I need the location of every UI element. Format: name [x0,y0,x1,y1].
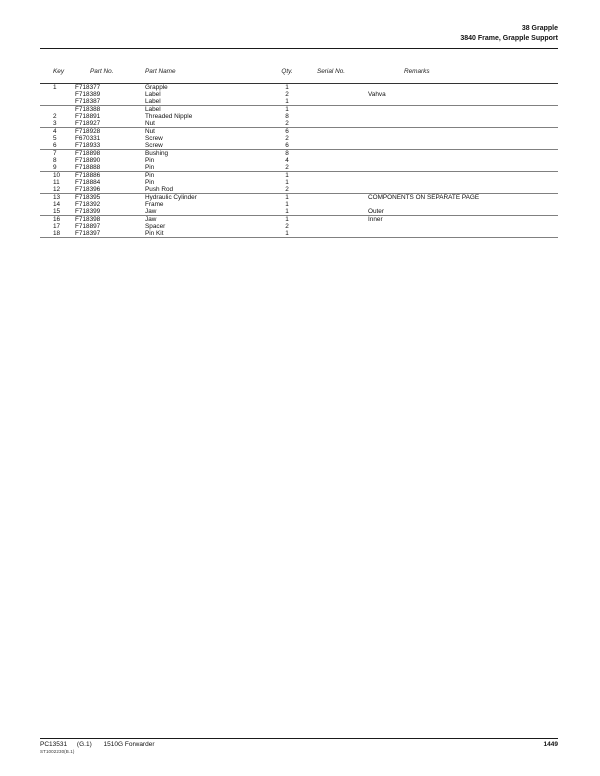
cell-part-no: F718392 [75,201,101,208]
cell-part-name: Bushing [145,150,169,157]
cell-serial-no [296,106,366,113]
cell-qty: 1 [285,172,289,179]
table-row [40,194,558,201]
cell-part-name: Label [145,98,161,105]
cell-serial-no [296,113,366,120]
cell-part-no: F718927 [75,120,101,127]
cell-qty: 1 [285,98,289,105]
cell-key: 10 [53,172,61,179]
footer-rule [40,738,558,739]
cell-key: 12 [53,186,61,193]
doc-revision: (G.1) [76,741,92,748]
cell-key: 9 [53,164,57,171]
cell-part-no: F718886 [75,172,101,179]
cell-serial-no [296,208,366,215]
cell-remarks [366,157,558,164]
cell-part-name: Nut [145,120,155,127]
cell-qty: 1 [285,208,289,215]
cell-serial-no [296,91,366,98]
cell-part-no: F718928 [75,128,101,135]
cell-part-no: F718891 [75,113,101,120]
cell-key: 17 [53,223,61,230]
cell-key: 2 [53,113,57,120]
cell-part-name: Pin Kit [145,230,164,237]
table-row [40,106,558,113]
footer-doc-line [40,740,558,749]
cell-remarks [366,128,558,135]
cell-serial-no [296,84,366,91]
table-row [40,113,558,120]
cell-serial-no [296,172,366,179]
cell-key: 15 [53,208,61,215]
table-row [40,150,558,157]
cell-remarks [366,106,558,113]
cell-key: 11 [53,179,60,186]
cell-part-no: F718395 [75,194,101,201]
cell-remarks [366,186,558,193]
doc-number: PC13531 [40,741,68,748]
table-row [40,98,558,105]
cell-qty: 1 [285,84,289,91]
cell-serial-no [296,142,366,149]
cell-part-no: F718377 [75,84,101,91]
cell-part-name: Label [145,106,161,113]
column-header-qty: Qty. [281,68,293,75]
column-header-part-name: Part Name [145,68,176,75]
header-rule [40,48,558,49]
cell-part-name: Spacer [145,223,166,230]
cell-part-name: Push Rod [145,186,174,193]
cell-serial-no [296,230,366,237]
cell-part-name: Jaw [145,208,157,215]
section-title: 38 Grapple [521,25,558,32]
cell-remarks [366,172,558,179]
table-body [40,84,558,238]
cell-key: 7 [53,150,57,157]
column-header-remarks: Remarks [404,68,430,75]
cell-key: 1 [53,84,57,91]
column-header-serial-no: Serial No. [316,68,346,75]
cell-remarks [366,150,558,157]
cell-key: 5 [53,135,57,142]
cell-remarks: Outer [368,208,384,215]
cell-qty: 2 [285,91,289,98]
cell-remarks [366,201,558,208]
cell-key: 13 [53,194,61,201]
column-header-key: Key [53,68,65,75]
page-footer [40,740,558,755]
table-row [40,91,558,98]
table-row [40,128,558,135]
table-row [40,230,558,237]
table-group [40,84,558,106]
cell-remarks [366,135,558,142]
table-group [40,150,558,172]
table-row [40,157,558,164]
table-row [40,179,558,186]
cell-remarks [366,179,558,186]
cell-qty: 2 [285,186,289,193]
cell-key: 3 [53,120,57,127]
cell-qty: 6 [285,142,289,149]
cell-part-no: F718399 [75,208,101,215]
table-row [40,208,558,215]
subsection-title: 3840 Frame, Grapple Support [460,35,558,42]
page-number: 1449 [543,741,558,748]
cell-remarks [366,223,558,230]
cell-part-name: Pin [145,164,155,171]
cell-qty: 1 [285,106,289,113]
cell-part-name: Threaded Nipple [145,113,193,120]
cell-part-no: F718387 [75,98,101,105]
cell-qty: 8 [285,150,289,157]
cell-remarks [366,113,558,120]
cell-key [40,98,75,105]
table-row [40,186,558,193]
cell-part-no: F718888 [75,164,101,171]
table-group [40,172,558,194]
cell-part-name: Screw [145,142,163,149]
cell-qty: 6 [285,128,289,135]
cell-remarks: Inner [368,216,383,223]
table-row [40,135,558,142]
cell-key [40,91,75,98]
table-group [40,128,558,150]
cell-part-no: F718890 [75,157,101,164]
cell-serial-no [296,135,366,142]
cell-part-name: Pin [145,172,155,179]
table-group [40,216,558,238]
cell-serial-no [296,223,366,230]
cell-serial-no [296,194,366,201]
cell-serial-no [296,201,366,208]
cell-part-no: F718898 [75,150,101,157]
column-header-part-no: Part No. [90,68,114,75]
table-header-row [40,68,558,84]
cell-part-name: Jaw [145,216,157,223]
cell-remarks [366,142,558,149]
cell-key: 8 [53,157,57,164]
cell-serial-no [296,150,366,157]
cell-part-name: Pin [145,157,155,164]
cell-part-name: Grapple [145,84,168,91]
cell-part-no: F670331 [75,135,101,142]
cell-remarks: COMPONENTS ON SEPARATE PAGE [368,194,480,201]
cell-serial-no [296,186,366,193]
cell-serial-no [296,128,366,135]
table-row [40,223,558,230]
cell-remarks [366,164,558,171]
table-row [40,84,558,91]
cell-serial-no [296,120,366,127]
cell-serial-no [296,216,366,223]
table-row [40,172,558,179]
cell-remarks [366,84,558,91]
cell-key: 18 [53,230,61,237]
cell-key: 16 [53,216,61,223]
cell-part-name: Frame [145,201,164,208]
cell-remarks [366,98,558,105]
table-row [40,120,558,127]
cell-qty: 2 [285,164,289,171]
table-row [40,164,558,171]
model-name: 1510G Forwarder [103,741,155,748]
cell-serial-no [296,179,366,186]
cell-qty: 1 [285,216,289,223]
cell-qty: 1 [285,179,289,186]
cell-remarks [366,230,558,237]
cell-part-name: Hydraulic Cylinder [145,194,197,201]
cell-qty: 1 [285,201,289,208]
cell-key: 4 [53,128,57,135]
st-code: ST1002230(B.1) [40,749,75,754]
table-row [40,201,558,208]
cell-qty: 4 [285,157,289,164]
cell-part-no: F718397 [75,230,101,237]
cell-key: 14 [53,201,61,208]
cell-part-no: F718884 [75,179,101,186]
cell-part-no: F718388 [75,106,101,113]
table-row [40,216,558,223]
cell-remarks: Vahva [368,91,386,98]
cell-part-name: Pin [145,179,155,186]
page-header [460,24,558,44]
cell-qty: 2 [285,120,289,127]
parts-table [40,68,558,238]
cell-key [40,106,75,113]
cell-serial-no [296,164,366,171]
cell-part-no: F718897 [75,223,101,230]
cell-part-no: F718396 [75,186,101,193]
cell-qty: 8 [285,113,289,120]
cell-remarks [366,120,558,127]
table-row [40,142,558,149]
cell-key: 6 [53,142,57,149]
cell-qty: 2 [285,223,289,230]
cell-part-name: Nut [145,128,155,135]
table-group [40,106,558,128]
cell-qty: 1 [285,230,289,237]
cell-qty: 1 [285,194,289,201]
cell-part-no: F718389 [75,91,101,98]
cell-part-name: Screw [145,135,163,142]
cell-serial-no [296,157,366,164]
cell-part-no: F718933 [75,142,101,149]
cell-part-no: F718398 [75,216,101,223]
cell-serial-no [296,98,366,105]
table-group [40,194,558,216]
cell-qty: 2 [285,135,289,142]
cell-part-name: Label [145,91,161,98]
